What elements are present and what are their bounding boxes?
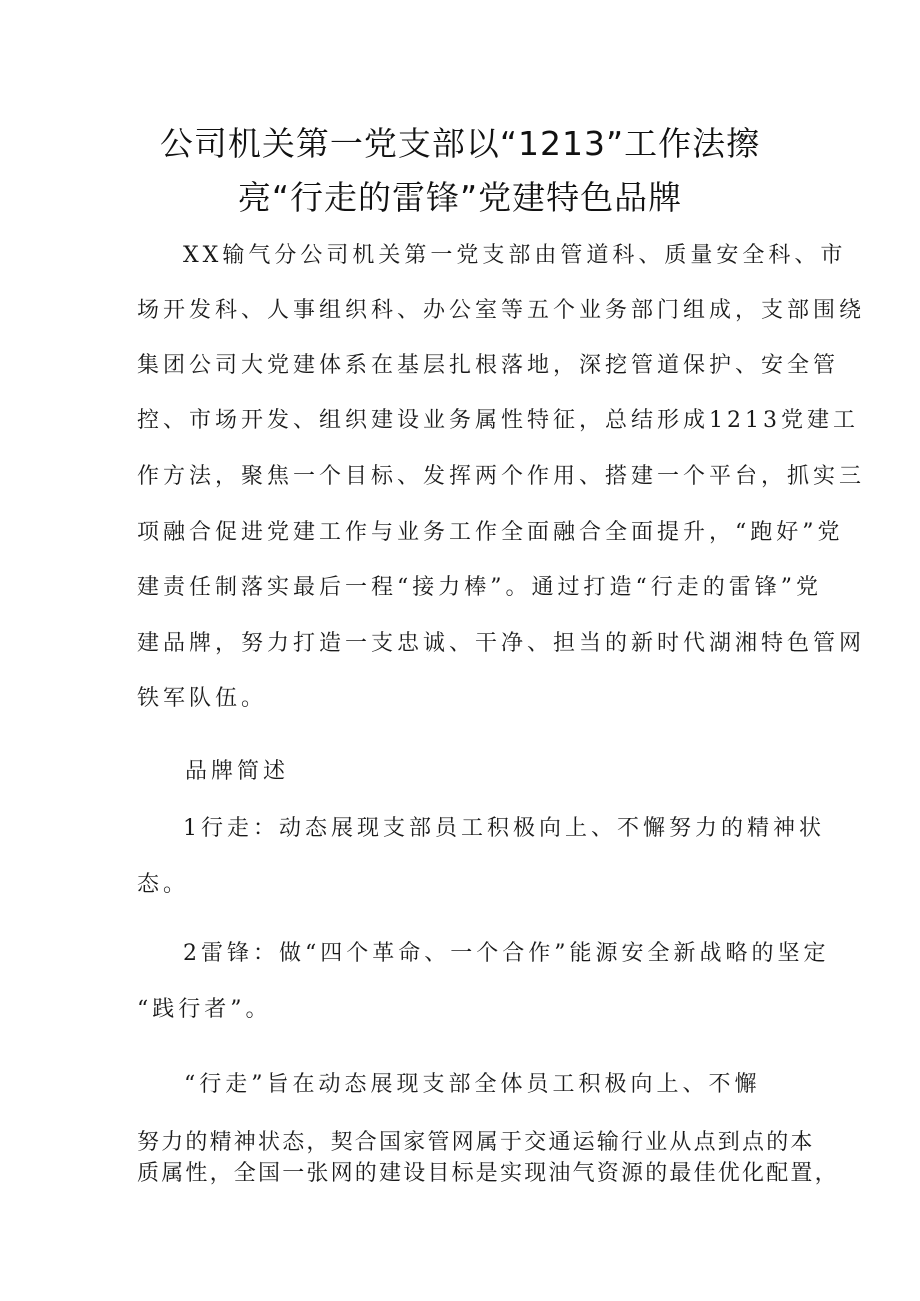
intro-line-4: 控、市场开发、组织建设业务属性特征，总结形成1213党建工: [137, 408, 859, 433]
intro-line-7: 建责任制落实最后一程“接力棒”。通过打造“行走的雷锋”党: [137, 575, 822, 600]
intro-line-1: XX输气分公司机关第一党支部由管道科、质量安全科、市: [183, 243, 847, 268]
intro-line-6: 项融合促进党建工作与业务工作全面融合全面提升，“跑好”党: [137, 520, 844, 545]
para-line-2: 努力的精神状态，契合国家管网属于交通运输行业从点到点的本: [137, 1130, 815, 1155]
section-heading: 品牌简述: [185, 759, 290, 784]
document-title-line-1: 公司机关第一党支部以“1213”工作法擦: [159, 124, 761, 163]
para-line-3: 质属性，全国一张网的建设目标是实现油气资源的最佳优化配置，: [137, 1161, 839, 1186]
document-title-line-2: 亮“行走的雷锋”党建特色品牌: [237, 178, 683, 217]
intro-line-8: 建品牌，努力打造一支忠诚、干净、担当的新时代湖湘特色管网: [137, 631, 866, 656]
item-1-line-1: 1行走：动态展现支部员工积极向上、不懈努力的精神状: [183, 816, 825, 841]
intro-line-5: 作方法，聚焦一个目标、发挥两个作用、搭建一个平台，抓实三: [137, 464, 866, 489]
intro-line-3: 集团公司大党建体系在基层扎根落地，深挖管道保护、安全管: [137, 353, 840, 378]
intro-line-2: 场开发科、人事组织科、办公室等五个业务部门组成，支部围绕: [137, 298, 866, 323]
item-2-line-2: “践行者”。: [137, 997, 272, 1022]
intro-line-9: 铁军队伍。: [137, 686, 268, 711]
item-2-line-1: 2雷锋：做“四个革命、一个合作”能源安全新战略的坚定: [183, 941, 830, 966]
para-line-1: “行走”旨在动态展现支部全体员工积极向上、不懈: [184, 1072, 761, 1097]
item-1-line-2: 态。: [137, 872, 190, 897]
